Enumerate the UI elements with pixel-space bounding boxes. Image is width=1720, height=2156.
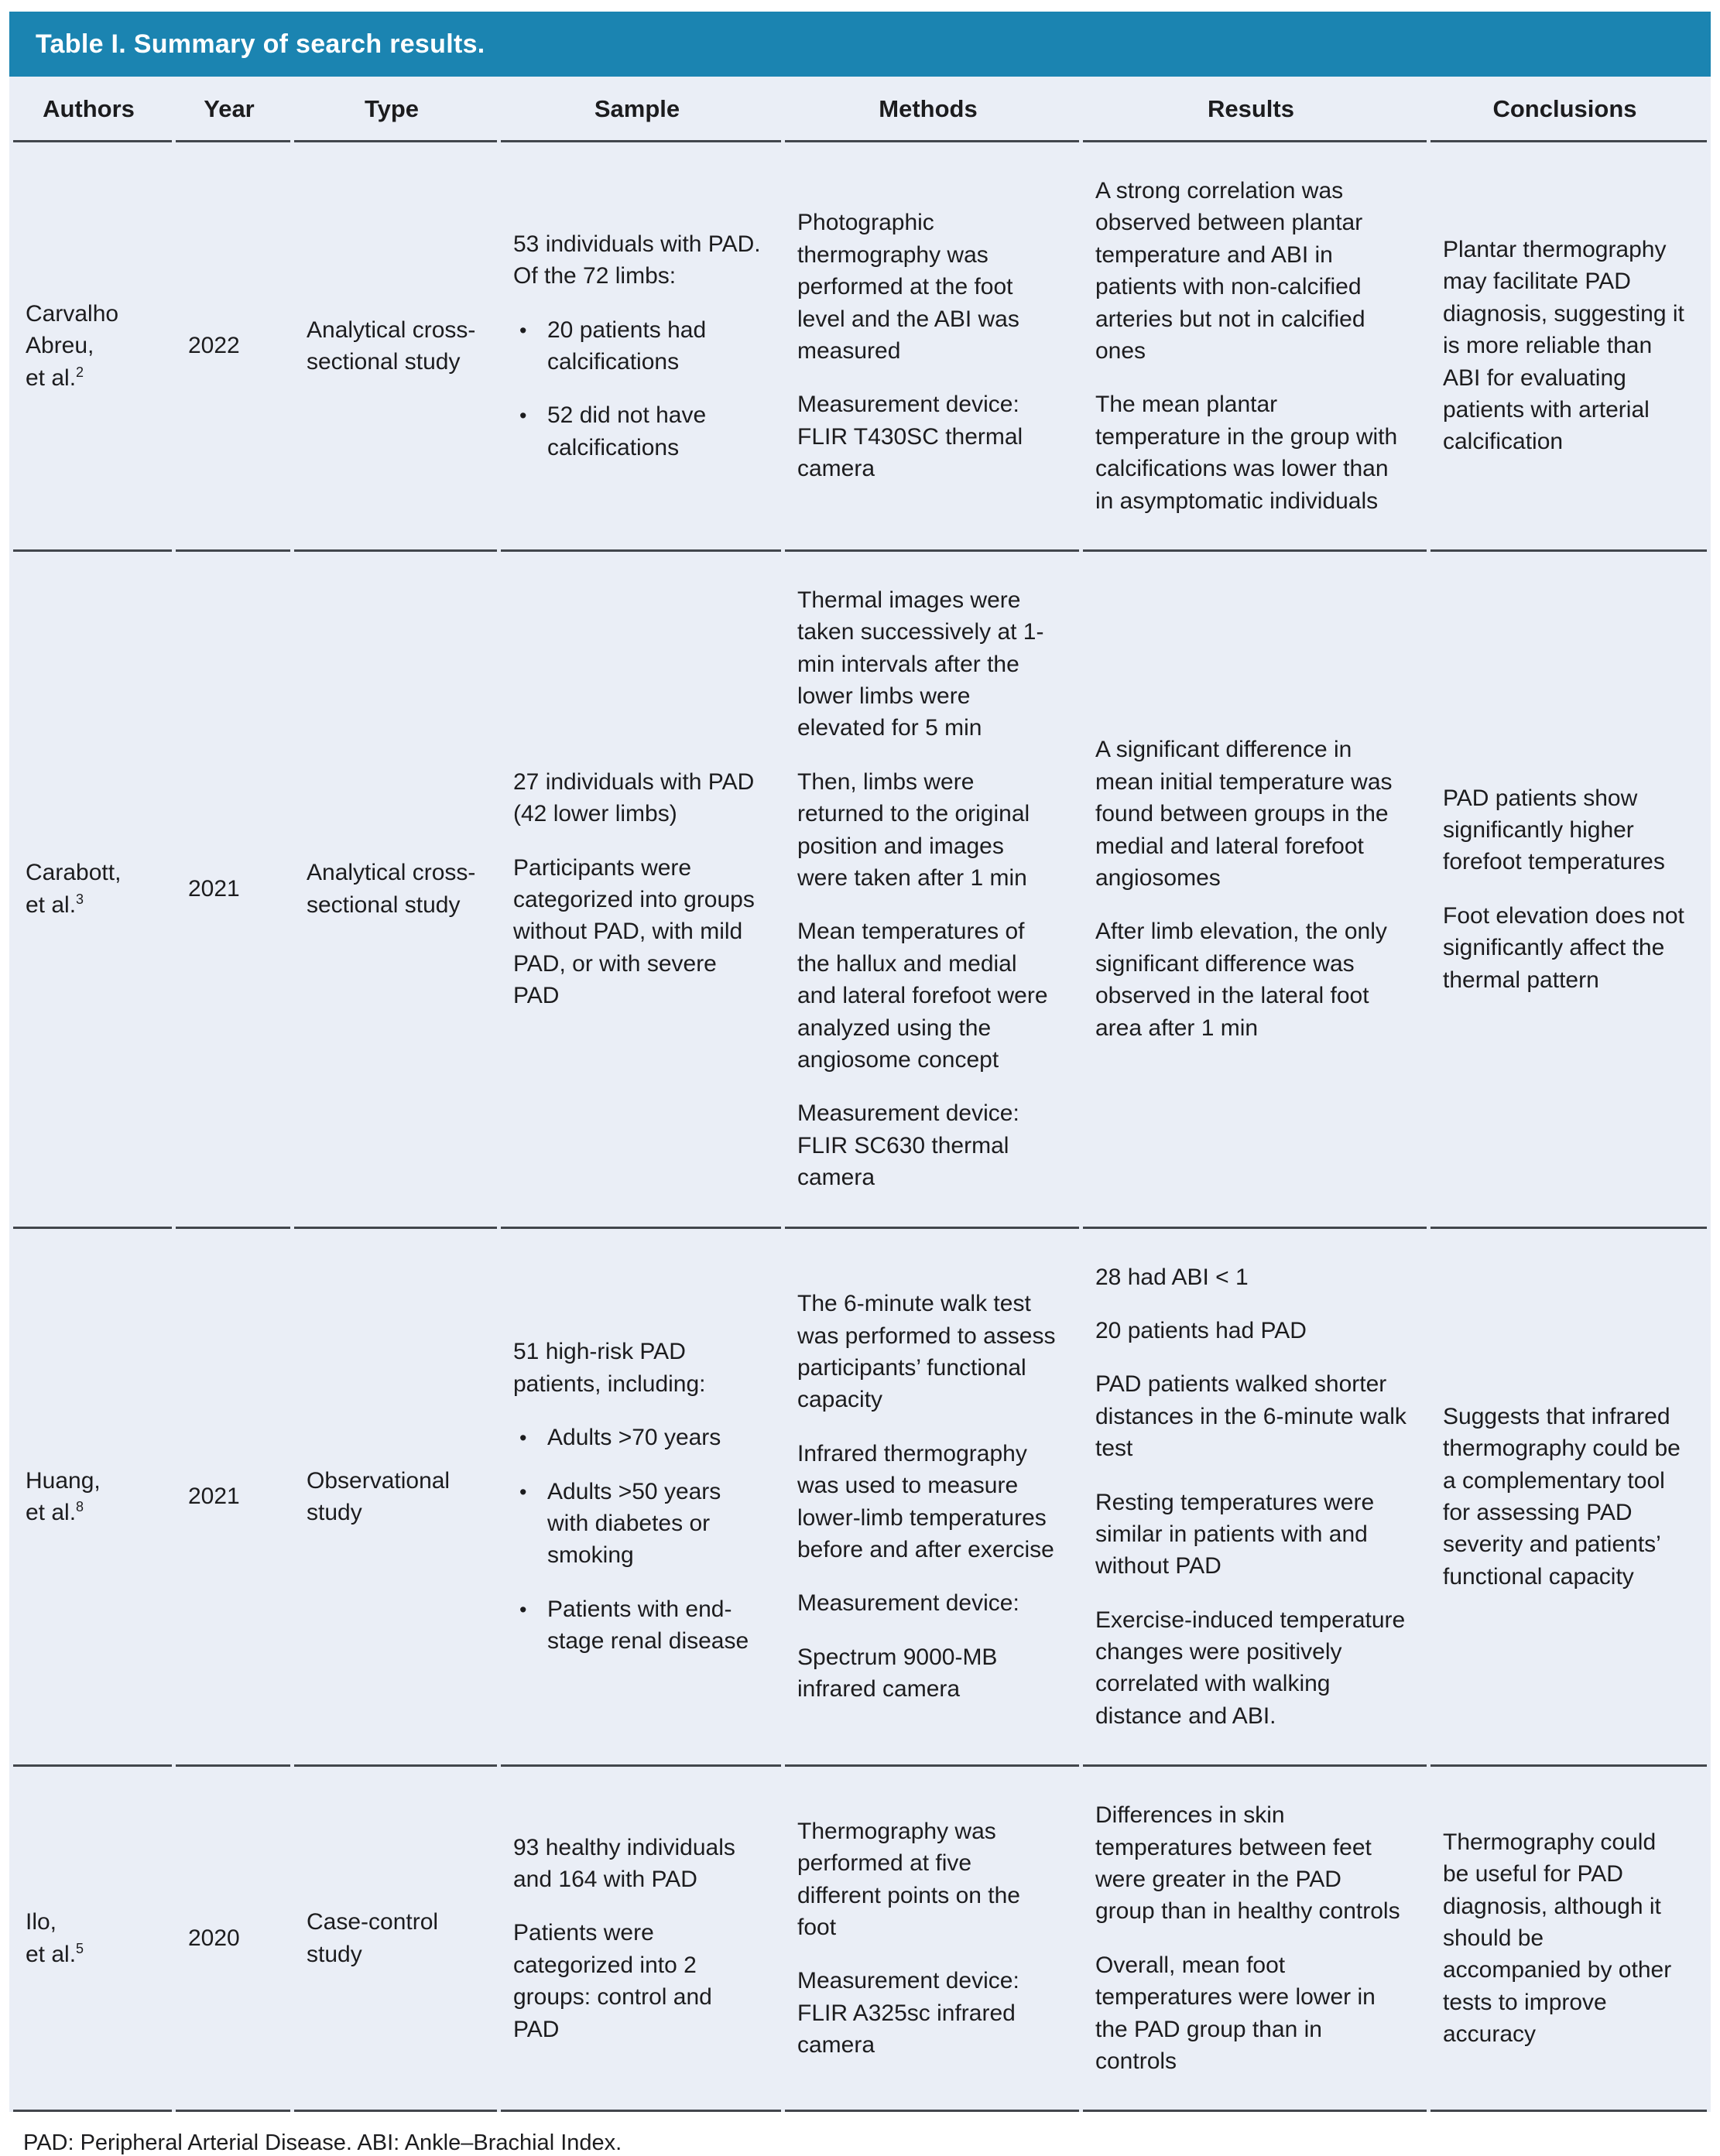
bullet-text: Adults >50 years with diabetes or smoking — [547, 1478, 721, 1569]
cell-year — [176, 1229, 290, 1768]
cell-methods — [785, 142, 1079, 552]
year-value: 2021 — [188, 1484, 240, 1510]
paragraph: Infrared thermography was used to measure lower-limb temperatures before and after exercise — [797, 1440, 1054, 1562]
paragraph: Thermography could be useful for PAD diagnosis, although it should be accompanied by other tests to improve accuracy — [1443, 1829, 1672, 2048]
bullet-text: 52 did not have calcifications — [547, 402, 707, 460]
paragraph: Measurement device: — [797, 1590, 1019, 1617]
paragraph: A strong correlation was observed between plantar temperature and ABI in patients with non-calcified arteries but not in calcified ones — [1095, 178, 1365, 364]
paragraph: After limb elevation, the only significant difference was observed in the lateral foot area after 1 min — [1095, 919, 1387, 1041]
table-title-bar — [9, 12, 1711, 77]
paragraph: Plantar thermography may facilitate PAD diagnosis, suggesting it is more reliable than ABI for evaluating patients with arterial calcification — [1443, 237, 1684, 455]
citation-ref: 3 — [76, 891, 84, 907]
paragraph: 20 patients had PAD — [1095, 1317, 1307, 1343]
study-type: Observational study — [307, 1467, 451, 1525]
paragraph: Measurement device: FLIR SC630 thermal camera — [797, 1100, 1019, 1191]
cell-results — [1083, 142, 1427, 552]
cell-conclusions — [1430, 142, 1707, 552]
column-header-methods: Methods — [785, 77, 1079, 142]
bullet-icon — [519, 399, 547, 464]
citation-ref: 5 — [76, 1940, 84, 1956]
search-results-table — [9, 77, 1711, 2112]
paragraph: Measurement device: FLIR T430SC thermal camera — [797, 392, 1023, 482]
study-type: Analytical cross-sectional study — [307, 860, 476, 918]
cell-type — [294, 142, 497, 552]
cell-type — [294, 1229, 497, 1768]
cell-methods — [785, 552, 1079, 1229]
table-footnote: PAD: Peripheral Arterial Disease. ABI: Ankle–Brachial Index. — [23, 2130, 622, 2156]
paragraph: Participants were categorized into groups without PAD, with mild PAD, or with severe PAD — [513, 854, 755, 1009]
study-type: Case-control study — [307, 1909, 439, 1967]
column-header-sample: Sample — [501, 77, 781, 142]
year-value: 2021 — [188, 876, 240, 902]
citation-ref: 8 — [76, 1498, 84, 1514]
cell-sample — [501, 1767, 781, 2112]
column-header-results: Results — [1083, 77, 1427, 142]
paragraph: Photographic thermography was performed at the foot level and the ABI was measured — [797, 210, 1019, 364]
paragraph: PAD patients show significantly higher forefoot temperatures — [1443, 785, 1665, 875]
study-row — [13, 142, 1707, 552]
column-header-conclusions: Conclusions — [1430, 77, 1707, 142]
bullet-icon — [519, 1593, 547, 1658]
column-header-year: Year — [176, 77, 290, 142]
paragraph: Thermography was performed at five different points on the foot — [797, 1818, 1020, 1941]
year-value: 2022 — [188, 333, 240, 359]
bullet-icon — [519, 1476, 547, 1572]
cell-year — [176, 552, 290, 1229]
author-etal: et al. — [26, 1941, 77, 1967]
author-name: Huang, — [26, 1467, 101, 1494]
paragraph: 51 high-risk PAD patients, including: — [513, 1339, 706, 1397]
bullet-text: Patients with end-stage renal disease — [547, 1596, 749, 1655]
paragraph: Then, limbs were returned to the original position and images were taken after 1 min — [797, 768, 1030, 891]
paragraph: Patients were categorized into 2 groups: control and PAD — [513, 1920, 712, 2042]
cell-sample — [501, 1229, 781, 1768]
paragraph: Differences in skin temperatures between feet were greater in the PAD group than in healthy controls — [1095, 1802, 1400, 1925]
paragraph: Measurement device: FLIR A325sc infrared camera — [797, 1968, 1019, 2058]
bullet-icon — [519, 314, 547, 378]
cell-authors — [13, 1229, 172, 1768]
author-name: Carabott, — [26, 860, 122, 886]
paragraph: Spectrum 9000-MB infrared camera — [797, 1644, 998, 1703]
bullet-item — [513, 1422, 761, 1453]
bullet-text: Adults >70 years — [547, 1425, 721, 1451]
cell-methods — [785, 1229, 1079, 1768]
paragraph: Thermal images were taken successively at 1-min intervals after the lower limbs were elevated for 5 min — [797, 587, 1044, 741]
table-header-row — [13, 77, 1707, 142]
author-name: Ilo, — [26, 1909, 57, 1935]
column-header-type: Type — [294, 77, 497, 142]
bullet-text: 20 patients had calcifications — [547, 317, 707, 375]
paragraph: 27 individuals with PAD (42 lower limbs) — [513, 768, 755, 827]
paragraph: Resting temperatures were similar in patients with and without PAD — [1095, 1489, 1375, 1579]
cell-authors — [13, 552, 172, 1229]
study-row — [13, 1767, 1707, 2112]
paragraph: PAD patients walked shorter distances in the 6-minute walk test — [1095, 1371, 1406, 1462]
paragraph: Mean temperatures of the hallux and medial and lateral forefoot were analyzed using the angiosome concept — [797, 919, 1048, 1073]
cell-year — [176, 142, 290, 552]
table-title: Table I. Summary of search results. — [36, 29, 485, 59]
paragraph: 28 had ABI < 1 — [1095, 1264, 1249, 1290]
cell-authors — [13, 142, 172, 552]
author-etal: et al. — [26, 1499, 77, 1525]
paragraph: Exercise-induced temperature changes were positively correlated with walking distance and ABI. — [1095, 1607, 1406, 1729]
column-header-authors: Authors — [13, 77, 172, 142]
bullet-item — [513, 399, 761, 464]
year-value: 2020 — [188, 1925, 240, 1952]
study-row — [13, 1229, 1707, 1768]
bullet-item — [513, 314, 761, 378]
cell-type — [294, 1767, 497, 2112]
paragraph: Suggests that infrared thermography could be a complementary tool for assessing PAD severity and patients’ functional capacity — [1443, 1403, 1681, 1590]
cell-sample — [501, 142, 781, 552]
cell-authors — [13, 1767, 172, 2112]
study-row — [13, 552, 1707, 1229]
cell-conclusions — [1430, 1229, 1707, 1768]
paragraph: 93 healthy individuals and 164 with PAD — [513, 1834, 735, 1893]
paragraph: The mean plantar temperature in the group with calcifications was lower than in asymptomatic individuals — [1095, 392, 1398, 514]
paragraph: The 6-minute walk test was performed to assess participants’ functional capacity — [797, 1291, 1056, 1413]
cell-sample — [501, 552, 781, 1229]
author-etal: et al. — [26, 891, 77, 918]
cell-methods — [785, 1767, 1079, 2112]
citation-ref: 2 — [76, 364, 84, 380]
cell-conclusions — [1430, 1767, 1707, 2112]
bullet-icon — [519, 1422, 547, 1453]
author-etal: et al. — [26, 364, 77, 391]
bullet-item — [513, 1476, 761, 1572]
cell-conclusions — [1430, 552, 1707, 1229]
cell-type — [294, 552, 497, 1229]
paragraph: Overall, mean foot temperatures were lower in the PAD group than in controls — [1095, 1952, 1376, 2074]
cell-results — [1083, 1229, 1427, 1768]
summary-table-card — [9, 12, 1711, 2112]
study-type: Analytical cross-sectional study — [307, 317, 476, 375]
paragraph: Foot elevation does not significantly affect the thermal pattern — [1443, 902, 1684, 993]
paragraph: 53 individuals with PAD. Of the 72 limbs: — [513, 231, 761, 289]
cell-results — [1083, 552, 1427, 1229]
bullet-item — [513, 1593, 761, 1658]
author-name: Carvalho Abreu, — [26, 300, 119, 359]
cell-results — [1083, 1767, 1427, 2112]
cell-year — [176, 1767, 290, 2112]
paragraph: A significant difference in mean initial temperature was found between groups in the medial and lateral forefoot angiosomes — [1095, 737, 1393, 891]
